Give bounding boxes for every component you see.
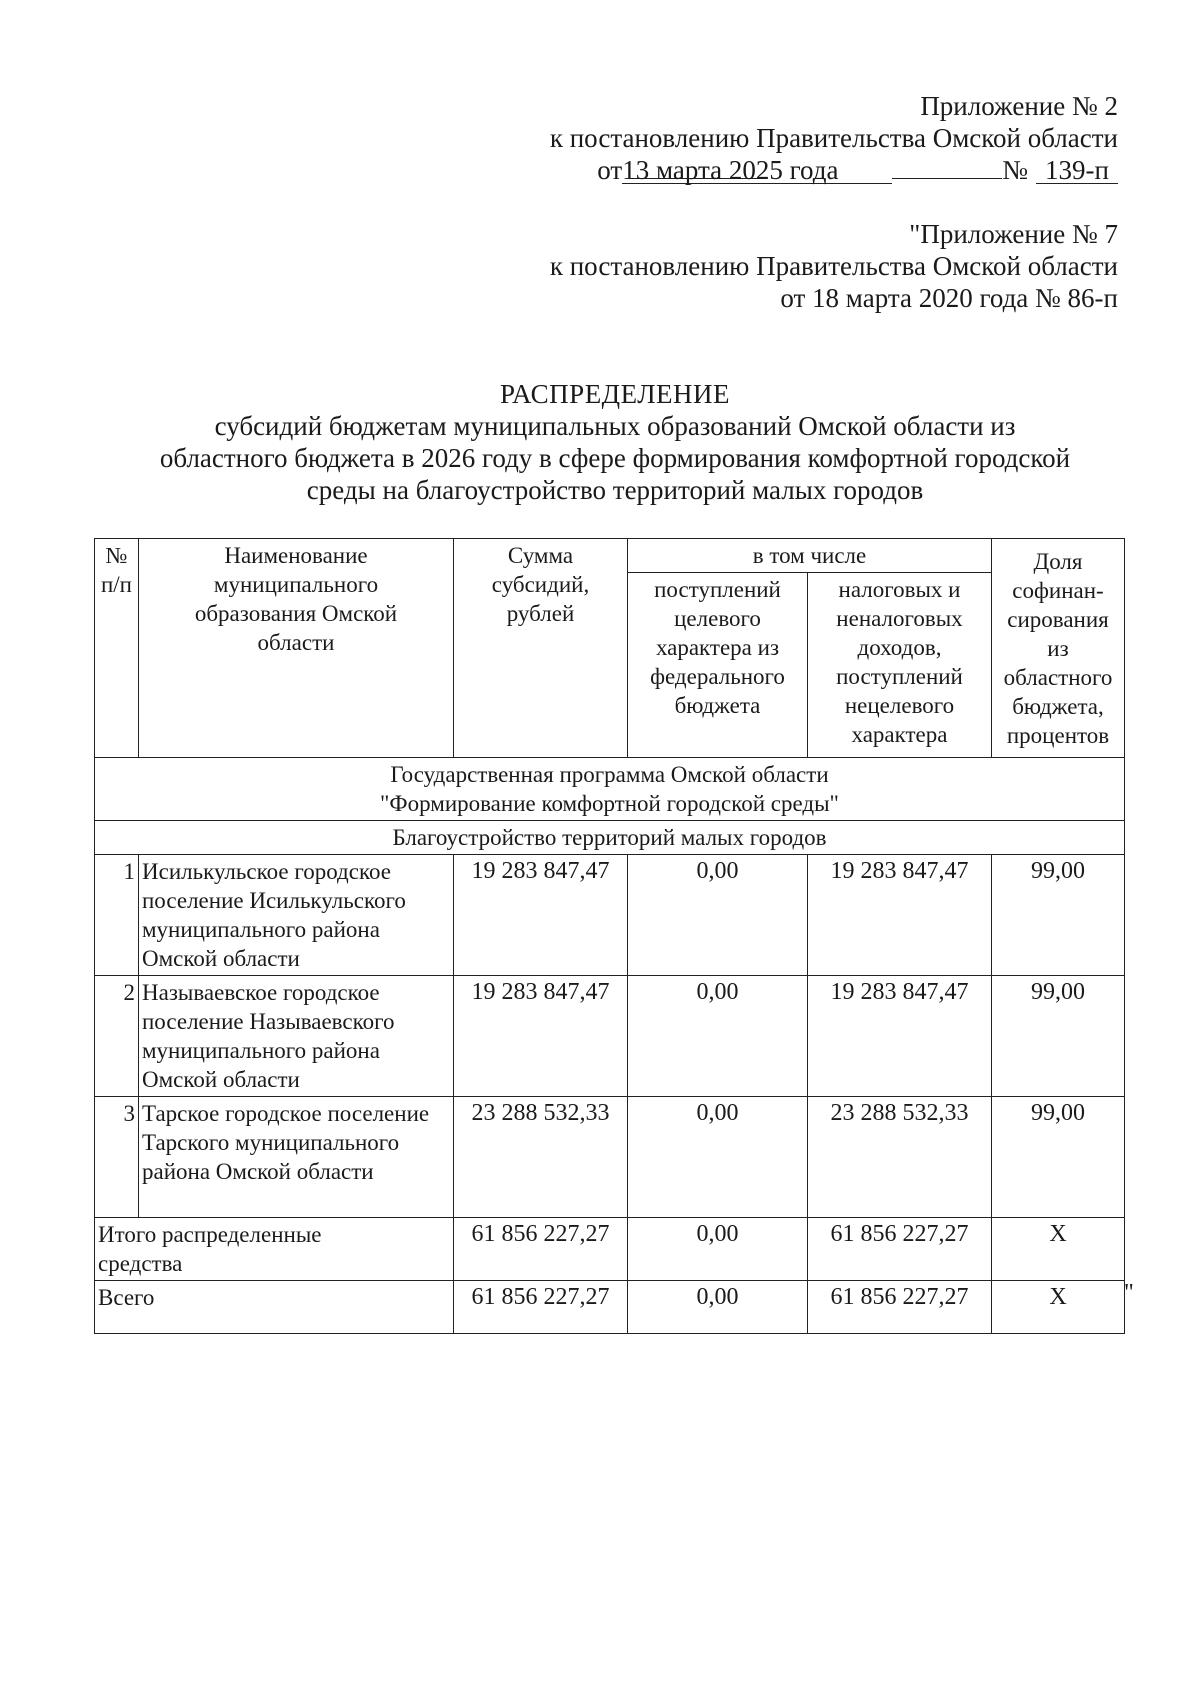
- total-tax: 61 856 227,27: [808, 1281, 992, 1334]
- title-line-1: субсидий бюджетам муниципальных образований Омской области из: [214, 411, 1016, 441]
- header-row-1: [95, 539, 1125, 573]
- row-num: 1: [95, 855, 139, 976]
- row-tax: 19 283 847,47: [808, 855, 992, 976]
- row-share: 99,00: [992, 855, 1125, 976]
- title-line-3: среды на благоустройство территорий малых городов: [306, 475, 924, 505]
- title-heading: РАСПРЕДЕЛЕНИЕ: [499, 379, 731, 409]
- quoted-appendix-title: "Приложение № 7: [909, 219, 1118, 249]
- subtotal-tax: 61 856 227,27: [808, 1218, 992, 1281]
- total-share: Х: [992, 1281, 1125, 1334]
- quoted-date-line: от 18 марта 2020 года № 86-п: [780, 283, 1118, 313]
- row-sum: 19 283 847,47: [454, 976, 628, 1097]
- subtotal-share: Х: [992, 1218, 1125, 1281]
- quoted-resolution-line: к постановлению Правительства Омской области: [549, 251, 1118, 281]
- table-row: [95, 976, 1125, 1097]
- row-sum: 23 288 532,33: [454, 1097, 628, 1218]
- header-num: № п/п: [95, 539, 139, 758]
- resolution-line: к постановлению Правительства Омской области: [549, 123, 1118, 153]
- row-share: 99,00: [992, 976, 1125, 1097]
- total-federal: 0,00: [628, 1281, 808, 1334]
- document-title: [100, 378, 1130, 506]
- program-line-1: Государственная программа Омской области: [390, 762, 829, 787]
- row-tax: 23 288 532,33: [808, 1097, 992, 1218]
- row-federal: 0,00: [628, 855, 808, 976]
- total-sum: 61 856 227,27: [454, 1281, 628, 1334]
- number-label: №: [1002, 155, 1028, 185]
- program-line-2: "Формирование комфортной городской среды": [380, 791, 839, 816]
- total-label: Всего: [95, 1281, 454, 1334]
- row-name: Называевское городское поселение Называевского муниципального района Омской области: [139, 976, 454, 1097]
- title-line-2: областного бюджета в 2026 году в сфере формирования комфортной городской: [159, 443, 1071, 473]
- section-row: [95, 821, 1125, 855]
- table-row: [95, 1097, 1125, 1218]
- section-name: Благоустройство территорий малых городов: [95, 821, 1125, 855]
- header-share: Доля софинан-сирования из областного бюджета, процентов: [992, 539, 1125, 758]
- row-share: 99,00: [992, 1097, 1125, 1218]
- row-name: Исилькульское городское поселение Исилькульского муниципального района Омской области: [139, 855, 454, 976]
- subtotal-label: Итого распределенные средства: [95, 1218, 454, 1281]
- date-number-line: [478, 154, 1118, 186]
- appendix-header: [478, 90, 1118, 186]
- row-federal: 0,00: [628, 1097, 808, 1218]
- row-tax: 19 283 847,47: [808, 976, 992, 1097]
- program-row: [95, 758, 1125, 821]
- header-federal: поступлений целевого характера из федерального бюджета: [628, 573, 808, 758]
- row-sum: 19 283 847,47: [454, 855, 628, 976]
- distribution-table: [94, 538, 1125, 1334]
- header-name: Наименование муниципального образования Омской области: [139, 539, 454, 758]
- date-value: 13 марта 2025 года: [622, 157, 892, 184]
- resolution-number: 139-п: [1036, 157, 1118, 184]
- subtotal-sum: 61 856 227,27: [454, 1218, 628, 1281]
- quoted-appendix-header: [478, 218, 1118, 314]
- row-num: 2: [95, 976, 139, 1097]
- table-row: [95, 855, 1125, 976]
- date-underline-right: [892, 178, 1002, 179]
- subtotal-row: [95, 1218, 1125, 1281]
- total-row: [95, 1281, 1125, 1334]
- from-label: от: [597, 155, 623, 185]
- subtotal-federal: 0,00: [628, 1218, 808, 1281]
- row-name: Тарское городское поселение Тарского муниципального района Омской области: [139, 1097, 454, 1218]
- row-federal: 0,00: [628, 976, 808, 1097]
- appendix-title: Приложение № 2: [920, 91, 1118, 121]
- header-tax: налоговых и неналоговых доходов, поступлений нецелевого характера: [808, 573, 992, 758]
- closing-quote: ": [1124, 1280, 1134, 1306]
- program-name: [95, 758, 1125, 821]
- header-sum: Сумма субсидий, рублей: [454, 539, 628, 758]
- header-including: в том числе: [628, 539, 992, 573]
- row-num: 3: [95, 1097, 139, 1218]
